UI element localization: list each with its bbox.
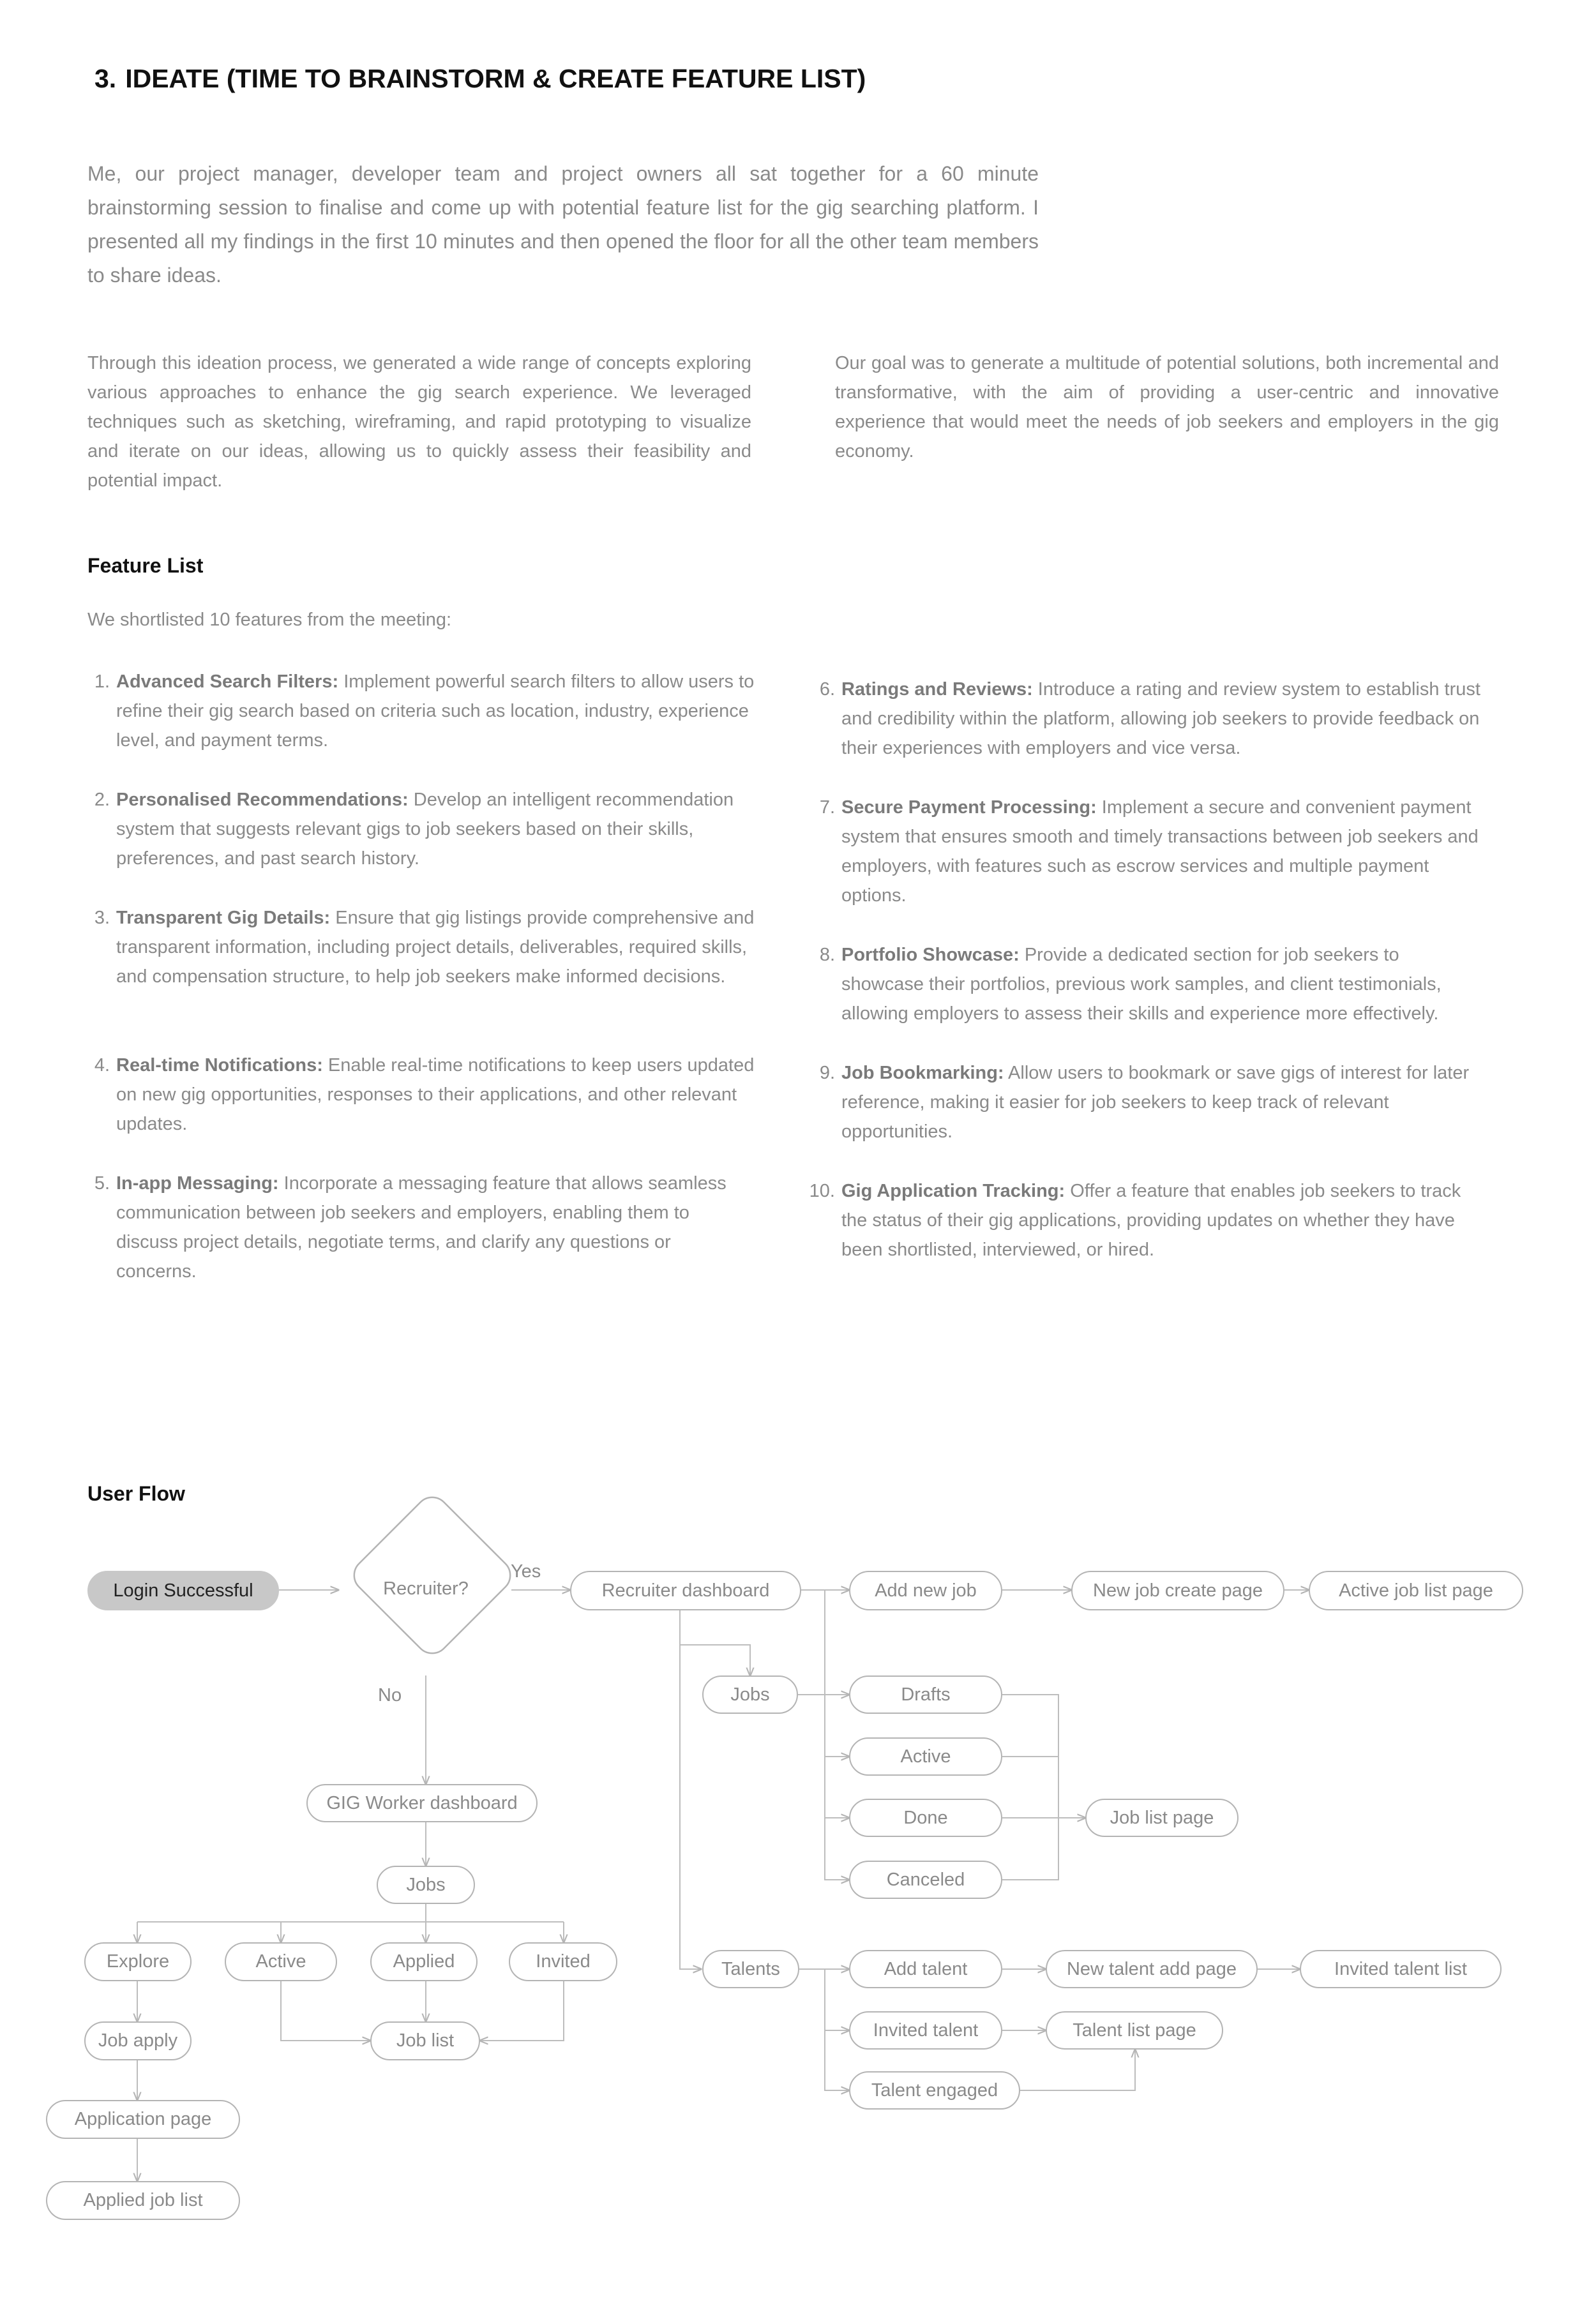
feature-text: Enable real-time notifications to keep users updated on new gig opportunities, responses to their applications, and other relevant updates. — [116, 1055, 755, 1134]
feature-title: Ratings and Reviews: — [841, 679, 1033, 700]
feature-text: Offer a feature that enables job seekers to track the status of their gig applications, providing updates on whether they have been shortlisted, interviewed, or hired. — [841, 1181, 1461, 1260]
feature-number: 2. — [94, 790, 110, 810]
feature-number: 10. — [809, 1181, 835, 1201]
feature-number: 5. — [94, 1173, 110, 1194]
feature-number: 9. — [819, 1063, 835, 1083]
feature-text: Ensure that gig listings provide comprehensive and transparent information, including project details, deliverables, required skills, and compensation structure, to help job seekers make informed decisions. — [116, 908, 755, 987]
invited-node: Invited — [509, 1942, 617, 1981]
feature-text: Provide a dedicated section for job seekers to showcase their portfolios, previous work samples, and client testimonials, allowing employers to assess their skills and experience more effectively. — [841, 945, 1442, 1024]
feature-title: Transparent Gig Details: — [116, 908, 331, 928]
feature-title: Job Bookmarking: — [841, 1063, 1004, 1083]
recruiter-active-node: Active — [849, 1737, 1002, 1776]
feature-title: Real-time Notifications: — [116, 1055, 323, 1076]
invited-talent-node: Invited talent — [849, 2011, 1002, 2050]
feature-number: 8. — [819, 945, 835, 965]
feature-text: Allow users to bookmark or save gigs of interest for later reference, making it easier for job seekers to keep track of relevant opportunities. — [841, 1063, 1470, 1142]
user-flow-heading: User Flow — [87, 1482, 185, 1505]
canceled-node: Canceled — [849, 1861, 1002, 1899]
done-node: Done — [849, 1799, 1002, 1837]
applied-job-list-node: Applied job list — [46, 2181, 240, 2220]
new-job-create-page-node: New job create page — [1071, 1571, 1284, 1610]
recruiter-dashboard-node: Recruiter dashboard — [570, 1571, 801, 1610]
recruiter-jobs-node: Jobs — [702, 1676, 798, 1714]
talents-node: Talents — [702, 1950, 799, 1988]
feature-title: Advanced Search Filters: — [116, 671, 339, 692]
feature-list-heading: Feature List — [87, 554, 204, 577]
ideation-right-paragraph: Our goal was to generate a multitude of potential solutions, both incremental and transformative, with the aim of providing a user-centric and innovative experience that would meet the needs of job seekers and employers in the gig economy. — [835, 353, 1499, 461]
recruiter-decision-diamond — [347, 1490, 517, 1660]
feature-text: Implement powerful search filters to allow users to refine their gig search based on criteria such as location, industry, experience level, and payment terms. — [116, 671, 755, 751]
feature-number: 4. — [94, 1055, 110, 1076]
invited-talent-list-node: Invited talent list — [1300, 1950, 1502, 1988]
section-title-text: IDEATE (TIME TO BRAINSTORM & CREATE FEATURE LIST) — [125, 64, 866, 93]
feature-number: 7. — [819, 797, 835, 818]
drafts-node: Drafts — [849, 1676, 1002, 1714]
feature-number: 1. — [94, 671, 110, 692]
feature-number: 6. — [819, 679, 835, 700]
add-talent-node: Add talent — [849, 1950, 1002, 1988]
add-new-job-node: Add new job — [849, 1571, 1002, 1610]
worker-active-node: Active — [225, 1942, 337, 1981]
login-successful-node: Login Successful — [87, 1571, 279, 1610]
feature-title: Portfolio Showcase: — [841, 945, 1020, 965]
talent-engaged-node: Talent engaged — [849, 2071, 1020, 2110]
no-label: No — [378, 1685, 402, 1706]
applied-node: Applied — [370, 1942, 478, 1981]
feature-title: Secure Payment Processing: — [841, 797, 1097, 818]
feature-title: Gig Application Tracking: — [841, 1181, 1065, 1201]
intro-paragraph: Me, our project manager, developer team and project owners all sat together for a 60 minute brainstorming session to finalise and come up with potential feature list for the gig searching platform. I presented all my findings in the first 10 minutes and then opened the floor for all the other team members to share ideas. — [87, 162, 1039, 287]
explore-node: Explore — [84, 1942, 192, 1981]
job-list-node: Job list — [370, 2021, 480, 2060]
job-list-page-node: Job list page — [1085, 1799, 1238, 1837]
yes-label: Yes — [511, 1561, 541, 1582]
feature-title: Personalised Recommendations: — [116, 790, 409, 810]
section-number: 3. — [94, 64, 117, 93]
active-job-list-page-node: Active job list page — [1309, 1571, 1523, 1610]
feature-text: Incorporate a messaging feature that allows seamless communication between job seekers and employers, enabling them to discuss project details, negotiate terms, and clarify any questions or concerns. — [116, 1173, 726, 1282]
feature-list-intro: We shortlisted 10 features from the meeting: — [87, 610, 452, 630]
feature-text: Introduce a rating and review system to establish trust and credibility within the platform, allowing job seekers to provide feedback on their experiences with employers and vice versa. — [841, 679, 1480, 758]
gig-worker-dashboard-node: GIG Worker dashboard — [306, 1784, 538, 1822]
worker-jobs-node: Jobs — [377, 1866, 475, 1904]
recruiter-decision-label: Recruiter? — [383, 1578, 469, 1599]
feature-number: 3. — [94, 908, 110, 928]
ideation-left-paragraph: Through this ideation process, we generated a wide range of concepts exploring various approaches to enhance the gig search experience. We leveraged techniques such as sketching, wireframing, and rapid prototyping to visualize and iterate on our ideas, allowing us to quickly assess their feasibility and potential impact. — [87, 353, 751, 491]
feature-text: Implement a secure and convenient payment system that ensures smooth and timely transactions between job seekers and employers, with features such as escrow services and multiple payment options. — [841, 797, 1479, 906]
feature-text: Develop an intelligent recommendation system that suggests relevant gigs to job seekers based on their skills, preferences, and past search history. — [116, 790, 734, 869]
feature-title: In-app Messaging: — [116, 1173, 279, 1194]
application-page-node: Application page — [46, 2100, 240, 2139]
job-apply-node: Job apply — [84, 2021, 192, 2060]
talent-list-page-node: Talent list page — [1046, 2011, 1223, 2050]
new-talent-add-page-node: New talent add page — [1046, 1950, 1258, 1988]
